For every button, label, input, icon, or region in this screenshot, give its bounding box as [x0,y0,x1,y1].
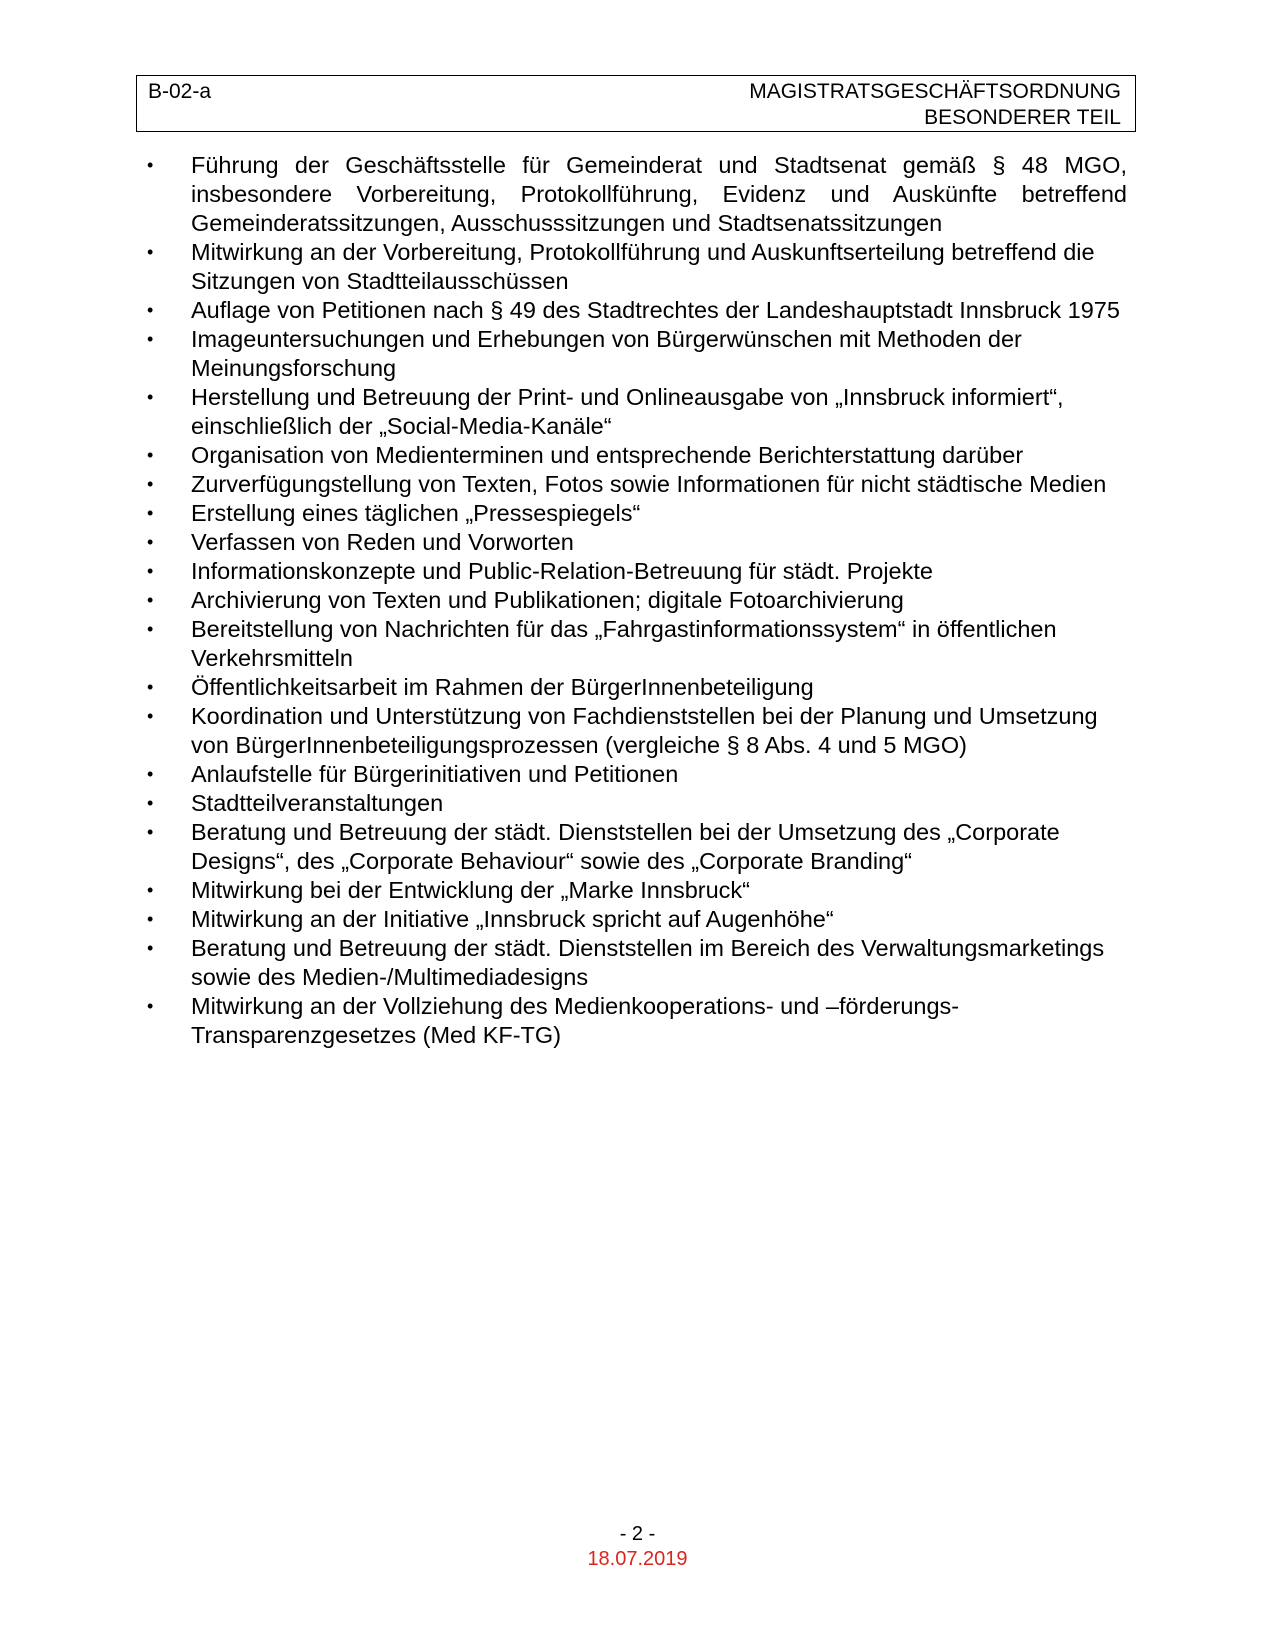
list-item-text: Erstellung eines täglichen „Pressespiegels“ [191,500,641,526]
list-item-text: Organisation von Medienterminen und entsprechende Berichterstattung darüber [191,442,1024,468]
list-item [145,325,1127,383]
bullet-icon: • [147,532,154,552]
list-item-text: Mitwirkung bei der Entwicklung der „Marke Innsbruck“ [191,877,750,903]
list-item-text: Informationskonzepte und Public-Relation-Betreuung für städt. Projekte [191,558,933,584]
list-item-text: Mitwirkung an der Initiative „Innsbruck spricht auf Augenhöhe“ [191,906,834,932]
list-item [145,876,1127,905]
bullet-icon: • [147,329,154,349]
list-item-text: Auflage von Petitionen nach § 49 des Stadtrechtes der Landeshauptstadt Innsbruck 1975 [191,297,1120,323]
bullet-icon: • [147,677,154,697]
bullet-icon: • [147,619,154,639]
list-item [145,760,1127,789]
list-item [145,499,1127,528]
list-item [145,528,1127,557]
list-item-text: Bereitstellung von Nachrichten für das „Fahrgastinformationssystem“ in öffentlichen Verkehrsmitteln [191,616,1057,671]
list-item [145,557,1127,586]
page-footer [0,1522,1275,1572]
list-item-text: Zurverfügungstellung von Texten, Fotos sowie Informationen für nicht städtische Medien [191,471,1107,497]
bullet-icon: • [147,938,154,958]
header-title-line-2: BESONDERER TEIL [924,106,1121,129]
list-item-text: Öffentlichkeitsarbeit im Rahmen der BürgerInnenbeteiligung [191,674,814,700]
list-item [145,151,1127,238]
bullet-icon: • [147,155,154,175]
list-item-text: Führung der Geschäftsstelle für Gemeinderat und Stadtsenat gemäß § 48 MGO, insbesondere Vorbereitung, Protokollführung, Evidenz und Auskünfte betreffend Gemeinderatssitzungen, Ausschusssitzungen und Stadtsenatssitzungen [191,152,1127,236]
list-item-text: Koordination und Unterstützung von Fachdienststellen bei der Planung und Umsetzung von BürgerInnenbeteiligungsprozessen (vergleiche § 8 Abs. 4 und 5 MGO) [191,703,1098,758]
list-item [145,586,1127,615]
bullet-icon: • [147,445,154,465]
bullet-icon: • [147,706,154,726]
list-item [145,818,1127,876]
list-item-text: Imageuntersuchungen und Erhebungen von Bürgerwünschen mit Methoden der Meinungsforschung [191,326,1022,381]
list-item-text: Beratung und Betreuung der städt. Dienststellen im Bereich des Verwaltungsmarketings sowie des Medien-/Multimediadesigns [191,935,1105,990]
document-code: B-02-a [148,80,212,103]
list-item [145,905,1127,934]
list-item-text: Mitwirkung an der Vollziehung des Medienkooperations- und –förderungs-Transparenzgesetzes (Med KF-TG) [191,993,960,1048]
bullet-icon: • [147,822,154,842]
bullet-icon: • [147,880,154,900]
list-item-text: Anlaufstelle für Bürgerinitiativen und Petitionen [191,761,679,787]
list-item [145,383,1127,441]
list-item [145,238,1127,296]
list-item-text: Beratung und Betreuung der städt. Dienststellen bei der Umsetzung des „Corporate Designs“, des „Corporate Behaviour“ sowie des „Corporate Branding“ [191,819,1060,874]
list-item [145,934,1127,992]
list-item [145,789,1127,818]
list-item [145,992,1127,1050]
list-item-text: Archivierung von Texten und Publikationen; digitale Fotoarchivierung [191,587,904,613]
list-item [145,702,1127,760]
list-item [145,615,1127,673]
page-header [136,75,1136,132]
list-item-text: Herstellung und Betreuung der Print- und Onlineausgabe von „Innsbruck informiert“, einschließlich der „Social-Media-Kanäle“ [191,384,1064,439]
bullet-icon: • [147,242,154,262]
list-item-text: Mitwirkung an der Vorbereitung, Protokollführung und Auskunftserteilung betreffend die Sitzungen von Stadtteilausschüssen [191,239,1095,294]
page-number: - 2 - [619,1523,656,1545]
list-item [145,470,1127,499]
bullet-icon: • [147,300,154,320]
list-item [145,441,1127,470]
header-title [749,79,1121,131]
bullet-icon: • [147,387,154,407]
list-item-text: Stadtteilveranstaltungen [191,790,444,816]
bullet-icon: • [147,764,154,784]
footer-date: 18.07.2019 [587,1548,688,1570]
bullet-icon: • [147,503,154,523]
header-title-line-1: MAGISTRATSGESCHÄFTSORDNUNG [749,80,1121,103]
list-item [145,296,1127,325]
bullet-icon: • [147,561,154,581]
list-item-text: Verfassen von Reden und Vorworten [191,529,574,555]
task-list [145,151,1127,1050]
bullet-icon: • [147,793,154,813]
bullet-icon: • [147,474,154,494]
list-item [145,673,1127,702]
bullet-icon: • [147,590,154,610]
bullet-icon: • [147,909,154,929]
bullet-icon: • [147,996,154,1016]
